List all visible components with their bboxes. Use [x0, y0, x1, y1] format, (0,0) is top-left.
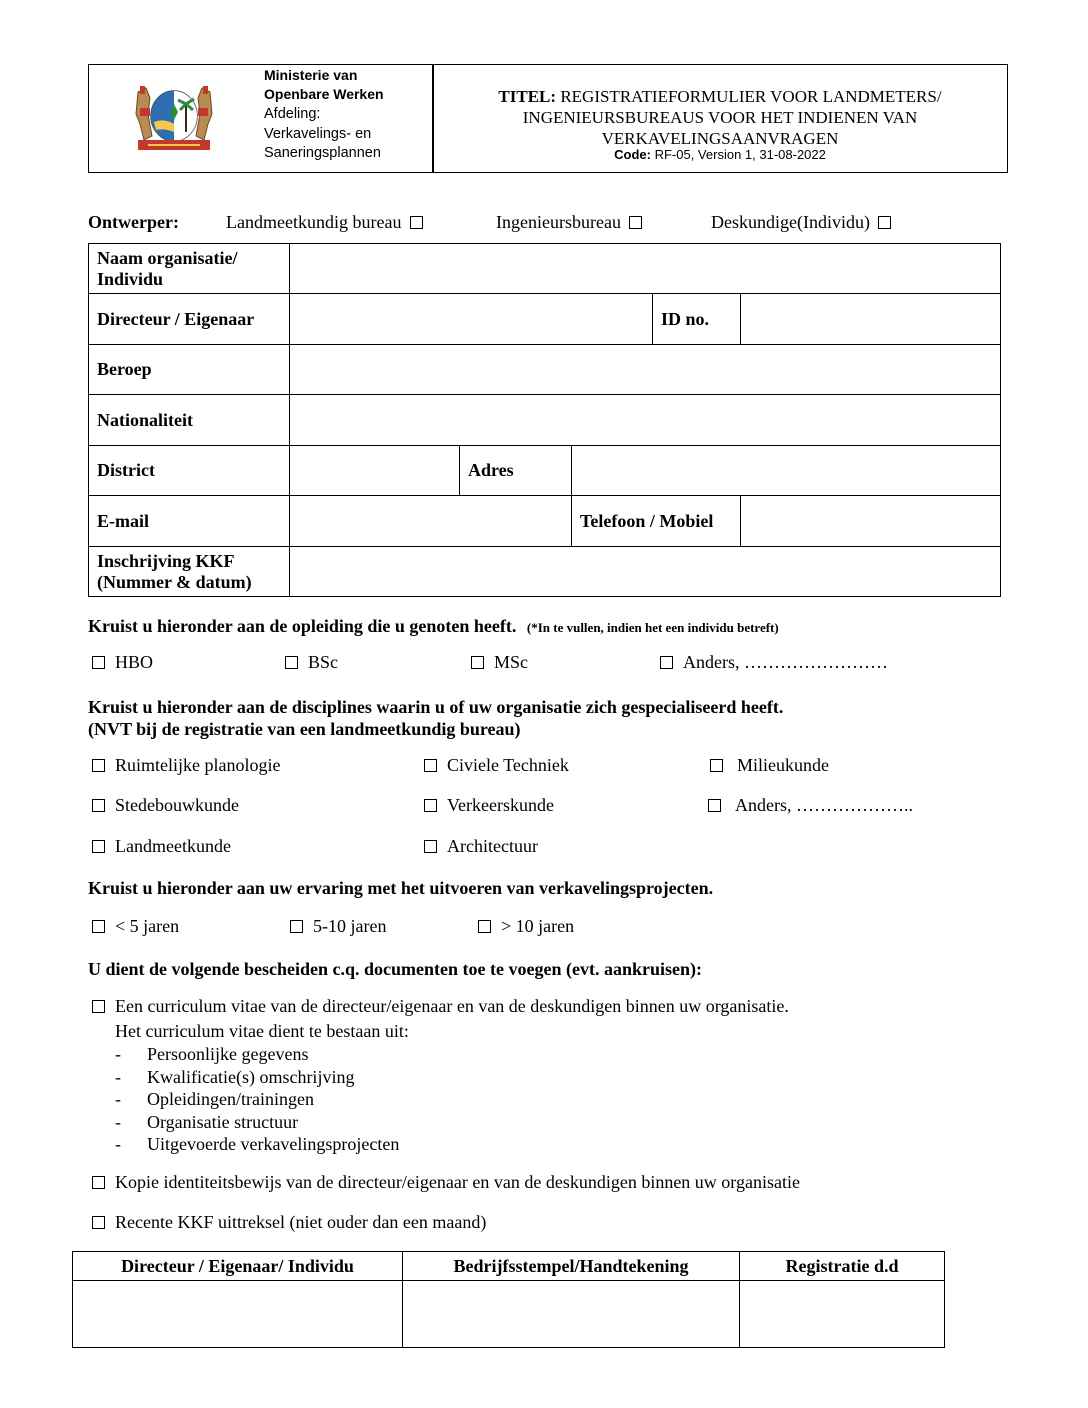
- experience-option-5-10[interactable]: 5-10 jaren: [290, 916, 386, 937]
- checkbox[interactable]: [424, 840, 437, 853]
- signature-header-registration: Registratie d.d: [740, 1252, 945, 1281]
- label-adres: Adres: [460, 446, 572, 496]
- document-kkf[interactable]: [92, 1212, 486, 1233]
- experience-option-lt5[interactable]: < 5 jaren: [92, 916, 179, 937]
- checkbox[interactable]: [285, 656, 298, 669]
- discipline-option-verkeerskunde[interactable]: Verkeerskunde: [424, 795, 554, 816]
- designer-option-deskundige[interactable]: [711, 212, 901, 233]
- document-title: TITEL: REGISTRATIEFORMULIER VOOR LANDMETERS/ INGENIEURSBUREAUS VOOR HET INDIENEN VAN VERKAVELINGSAANVRAGEN: [498, 87, 942, 148]
- signature-input-registration[interactable]: [740, 1281, 945, 1348]
- registration-table: [88, 243, 1001, 597]
- ministry-name: Ministerie van Openbare Werken: [264, 67, 384, 102]
- input-name-org[interactable]: [290, 244, 1001, 294]
- list-item: - Opleidingen/trainingen: [115, 1089, 314, 1110]
- input-id-no[interactable]: [741, 294, 1001, 345]
- list-item: - Persoonlijke gegevens: [115, 1044, 309, 1064]
- signature-input-director[interactable]: [73, 1281, 403, 1348]
- checkbox[interactable]: [92, 1000, 105, 1013]
- designer-label: Ontwerper:: [88, 212, 179, 232]
- checkbox[interactable]: [92, 799, 105, 812]
- row-name-org: [89, 244, 1001, 294]
- checkbox[interactable]: [92, 1216, 105, 1229]
- discipline-option-architectuur[interactable]: Architectuur: [424, 836, 538, 857]
- label-kkf-line2: (Nummer & datum): [97, 571, 252, 592]
- checkbox[interactable]: [410, 216, 423, 229]
- input-nationaliteit[interactable]: [290, 395, 1001, 446]
- discipline-option-anders[interactable]: Anders, ………………..: [708, 795, 913, 816]
- list-item: - Kwalificatie(s) omschrijving: [115, 1066, 355, 1087]
- documents-heading: U dient de volgende bescheiden c.q. documenten toe te voegen (evt. aankruisen):: [88, 959, 702, 979]
- signature-table: [72, 1251, 945, 1348]
- education-note: (*In te vullen, indien het een individu betreft): [526, 620, 779, 635]
- checkbox[interactable]: [290, 920, 303, 933]
- label-telefoon: Telefoon / Mobiel: [572, 496, 741, 547]
- experience-option-gt10[interactable]: > 10 jaren: [478, 916, 574, 937]
- label-id-no: ID no.: [653, 294, 741, 345]
- input-district[interactable]: [290, 446, 460, 496]
- checkbox[interactable]: [478, 920, 491, 933]
- discipline-option-stedebouwkunde[interactable]: Stedebouwkunde: [92, 795, 239, 816]
- experience-question: Kruist u hieronder aan uw ervaring met het uitvoeren van verkavelingsprojecten.: [88, 878, 714, 898]
- document-cv-label: Een curriculum vitae van de directeur/eigenaar en van de deskundigen binnen uw organisatie.: [115, 996, 789, 1016]
- input-beroep[interactable]: [290, 345, 1001, 395]
- label-email: E-mail: [89, 496, 290, 547]
- designer-option-label: Deskundige(Individu): [711, 212, 870, 232]
- label-name-org: Naam organisatie/ Individu: [89, 244, 290, 294]
- input-adres[interactable]: [572, 446, 1001, 496]
- row-nationaliteit: [89, 395, 1001, 446]
- disciplines-question: Kruist u hieronder aan de disciplines waarin u of uw organisatie zich gespecialiseerd heeft. (NVT bij de registratie van een landmeetkundig bureau): [88, 697, 784, 739]
- checkbox[interactable]: [92, 920, 105, 933]
- checkbox[interactable]: [708, 799, 721, 812]
- checkbox[interactable]: [92, 840, 105, 853]
- coat-of-arms-icon: [132, 84, 216, 154]
- document-code: Code: RF-05, Version 1, 31-08-2022: [614, 147, 826, 162]
- cv-intro: Het curriculum vitae dient te bestaan uit:: [115, 1021, 409, 1041]
- education-option-anders[interactable]: Anders, ……………………: [660, 652, 888, 673]
- designer-option-landmeetkundig[interactable]: [226, 212, 433, 233]
- list-item: - Uitgevoerde verkavelingsprojecten: [115, 1134, 400, 1155]
- signature-header-row: [73, 1252, 945, 1281]
- input-kkf[interactable]: [290, 547, 1001, 597]
- document-id-copy-label: Kopie identiteitsbewijs van de directeur/eigenaar en van de deskundigen binnen uw organisatie: [115, 1172, 800, 1192]
- input-telefoon[interactable]: [741, 496, 1001, 547]
- row-director: [89, 294, 1001, 345]
- checkbox[interactable]: [92, 656, 105, 669]
- row-kkf: [89, 547, 1001, 597]
- list-item: - Organisatie structuur: [115, 1111, 299, 1132]
- designer-option-label: Ingenieursbureau: [496, 212, 621, 232]
- label-nationaliteit: Nationaliteit: [89, 395, 290, 446]
- discipline-option-civiele-techniek[interactable]: Civiele Techniek: [424, 755, 569, 776]
- row-beroep: [89, 345, 1001, 395]
- signature-header-director: Directeur / Eigenaar/ Individu: [73, 1252, 403, 1281]
- checkbox[interactable]: [710, 759, 723, 772]
- designer-option-ingenieursbureau[interactable]: [496, 212, 652, 233]
- label-kkf-line1: Inschrijving KKF: [97, 550, 235, 571]
- checkbox[interactable]: [660, 656, 673, 669]
- document-id-copy[interactable]: [92, 1172, 800, 1193]
- signature-input-stamp[interactable]: [403, 1281, 740, 1348]
- row-district: [89, 446, 1001, 496]
- label-beroep: Beroep: [89, 345, 290, 395]
- education-question: Kruist u hieronder aan de opleiding die u genoten heeft. (*In te vullen, indien het een individu betreft): [88, 616, 779, 636]
- education-option-bsc[interactable]: BSc: [285, 652, 338, 673]
- discipline-option-ruimtelijke-planologie[interactable]: Ruimtelijke planologie: [92, 755, 280, 776]
- signature-input-row: [73, 1281, 945, 1348]
- discipline-option-milieukunde[interactable]: Milieukunde: [710, 755, 829, 776]
- input-email[interactable]: [290, 496, 572, 547]
- document-cv[interactable]: [92, 996, 789, 1017]
- department-name: Afdeling: Verkavelings- en Saneringsplannen: [264, 106, 381, 161]
- checkbox[interactable]: [92, 1176, 105, 1189]
- checkbox[interactable]: [424, 799, 437, 812]
- checkbox[interactable]: [629, 216, 642, 229]
- checkbox[interactable]: [878, 216, 891, 229]
- checkbox[interactable]: [92, 759, 105, 772]
- document-kkf-label: Recente KKF uittreksel (niet ouder dan een maand): [115, 1212, 487, 1232]
- education-option-msc[interactable]: MSc: [471, 652, 528, 673]
- input-director[interactable]: [290, 294, 653, 345]
- label-director: Directeur / Eigenaar: [89, 294, 290, 345]
- education-option-hbo[interactable]: HBO: [92, 652, 153, 673]
- checkbox[interactable]: [471, 656, 484, 669]
- checkbox[interactable]: [424, 759, 437, 772]
- label-kkf: [89, 547, 290, 597]
- label-district: District: [89, 446, 290, 496]
- designer-option-label: Landmeetkundig bureau: [226, 212, 402, 232]
- signature-header-stamp: Bedrijfsstempel/Handtekening: [403, 1252, 740, 1281]
- cv-items-list: [115, 1043, 399, 1156]
- discipline-option-landmeetkunde[interactable]: Landmeetkunde: [92, 836, 231, 857]
- row-email: [89, 496, 1001, 547]
